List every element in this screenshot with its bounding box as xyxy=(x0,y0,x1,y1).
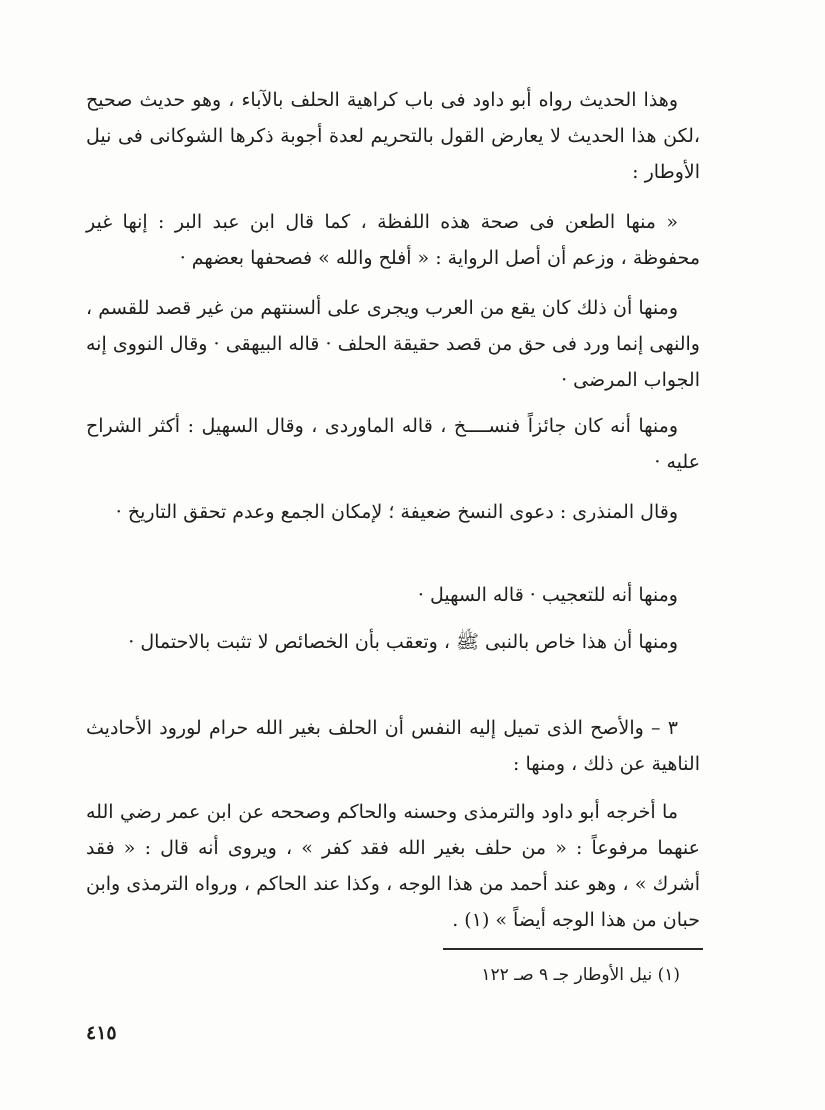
paragraph-answer-abrogation: ومنها أنه كان جائزاً فنســــخ ، قاله الماوردى ، وقال السهيل : أكثر الشراح عليه · xyxy=(86,415,700,473)
paragraph-hadith-ibn-umar: ما أخرجه أبو داود والترمذى وحسنه والحاكم وصححه عن ابن عمر رضي الله عنهما مرفوعاً : « من حلف بغير الله فقد كفر » ، ويروى أنه قال : « فقد أشرك » ، وهو عند أحمد من هذا الوجه ، وكذا عند الحاكم ، ورواه الترمذى وابن حبان من هذا الوجه أيضاً » (١) . xyxy=(86,801,700,931)
paragraph-answer-weak-wording: « منها الطعن فى صحة هذه اللفظة ، كما قال ابن عبد البر : إنها غير محفوظة ، وزعم أن أصل الرواية : « أفلح والله » فصحفها بعضهم · xyxy=(86,211,700,269)
footnote-divider xyxy=(443,948,703,950)
paragraph-preferred-opinion: ٣ – والأصح الذى تميل إليه النفس أن الحلف بغير الله حرام لورود الأحاديث الناهية عن ذلك ، ومنها : xyxy=(86,717,700,775)
paragraph-hadith-source: وهذا الحديث رواه أبو داود فى باب كراهية الحلف بالآباء ، وهو حديث صحيح ،لكن هذا الحديث لا يعارض القول بالتحريم لعدة أجوبة ذكرها الشوكانى فى نيل الأوطار : xyxy=(86,89,700,183)
paragraph-answer-exclamation: ومنها أنه للتعجيب · قاله السهيل · xyxy=(417,584,678,606)
paragraph-answer-prophet-specific: ومنها أن هذا خاص بالنبى ﷺ ، وتعقب بأن الخصائص لا تثبت بالاحتمال · xyxy=(128,631,678,653)
page-number: ٤١٥ xyxy=(86,1022,117,1044)
paragraph-answer-habit-of-speech: ومنها أن ذلك كان يقع من العرب ويجرى على ألسنتهم من غير قصد للقسم ، والنهى إنما ورد فى حق من قصد حقيقة الحلف · قاله البيهقى · وقال النووى إنه الجواب المرضى · xyxy=(86,297,700,391)
footnote: (١) نيل الأوطار جـ ٩ صـ ١٢٢ xyxy=(481,965,680,985)
paragraph-mundhiri-opinion: وقال المنذرى : دعوى النسخ ضعيفة ؛ لإمكان الجمع وعدم تحقق التاريخ · xyxy=(115,501,678,523)
